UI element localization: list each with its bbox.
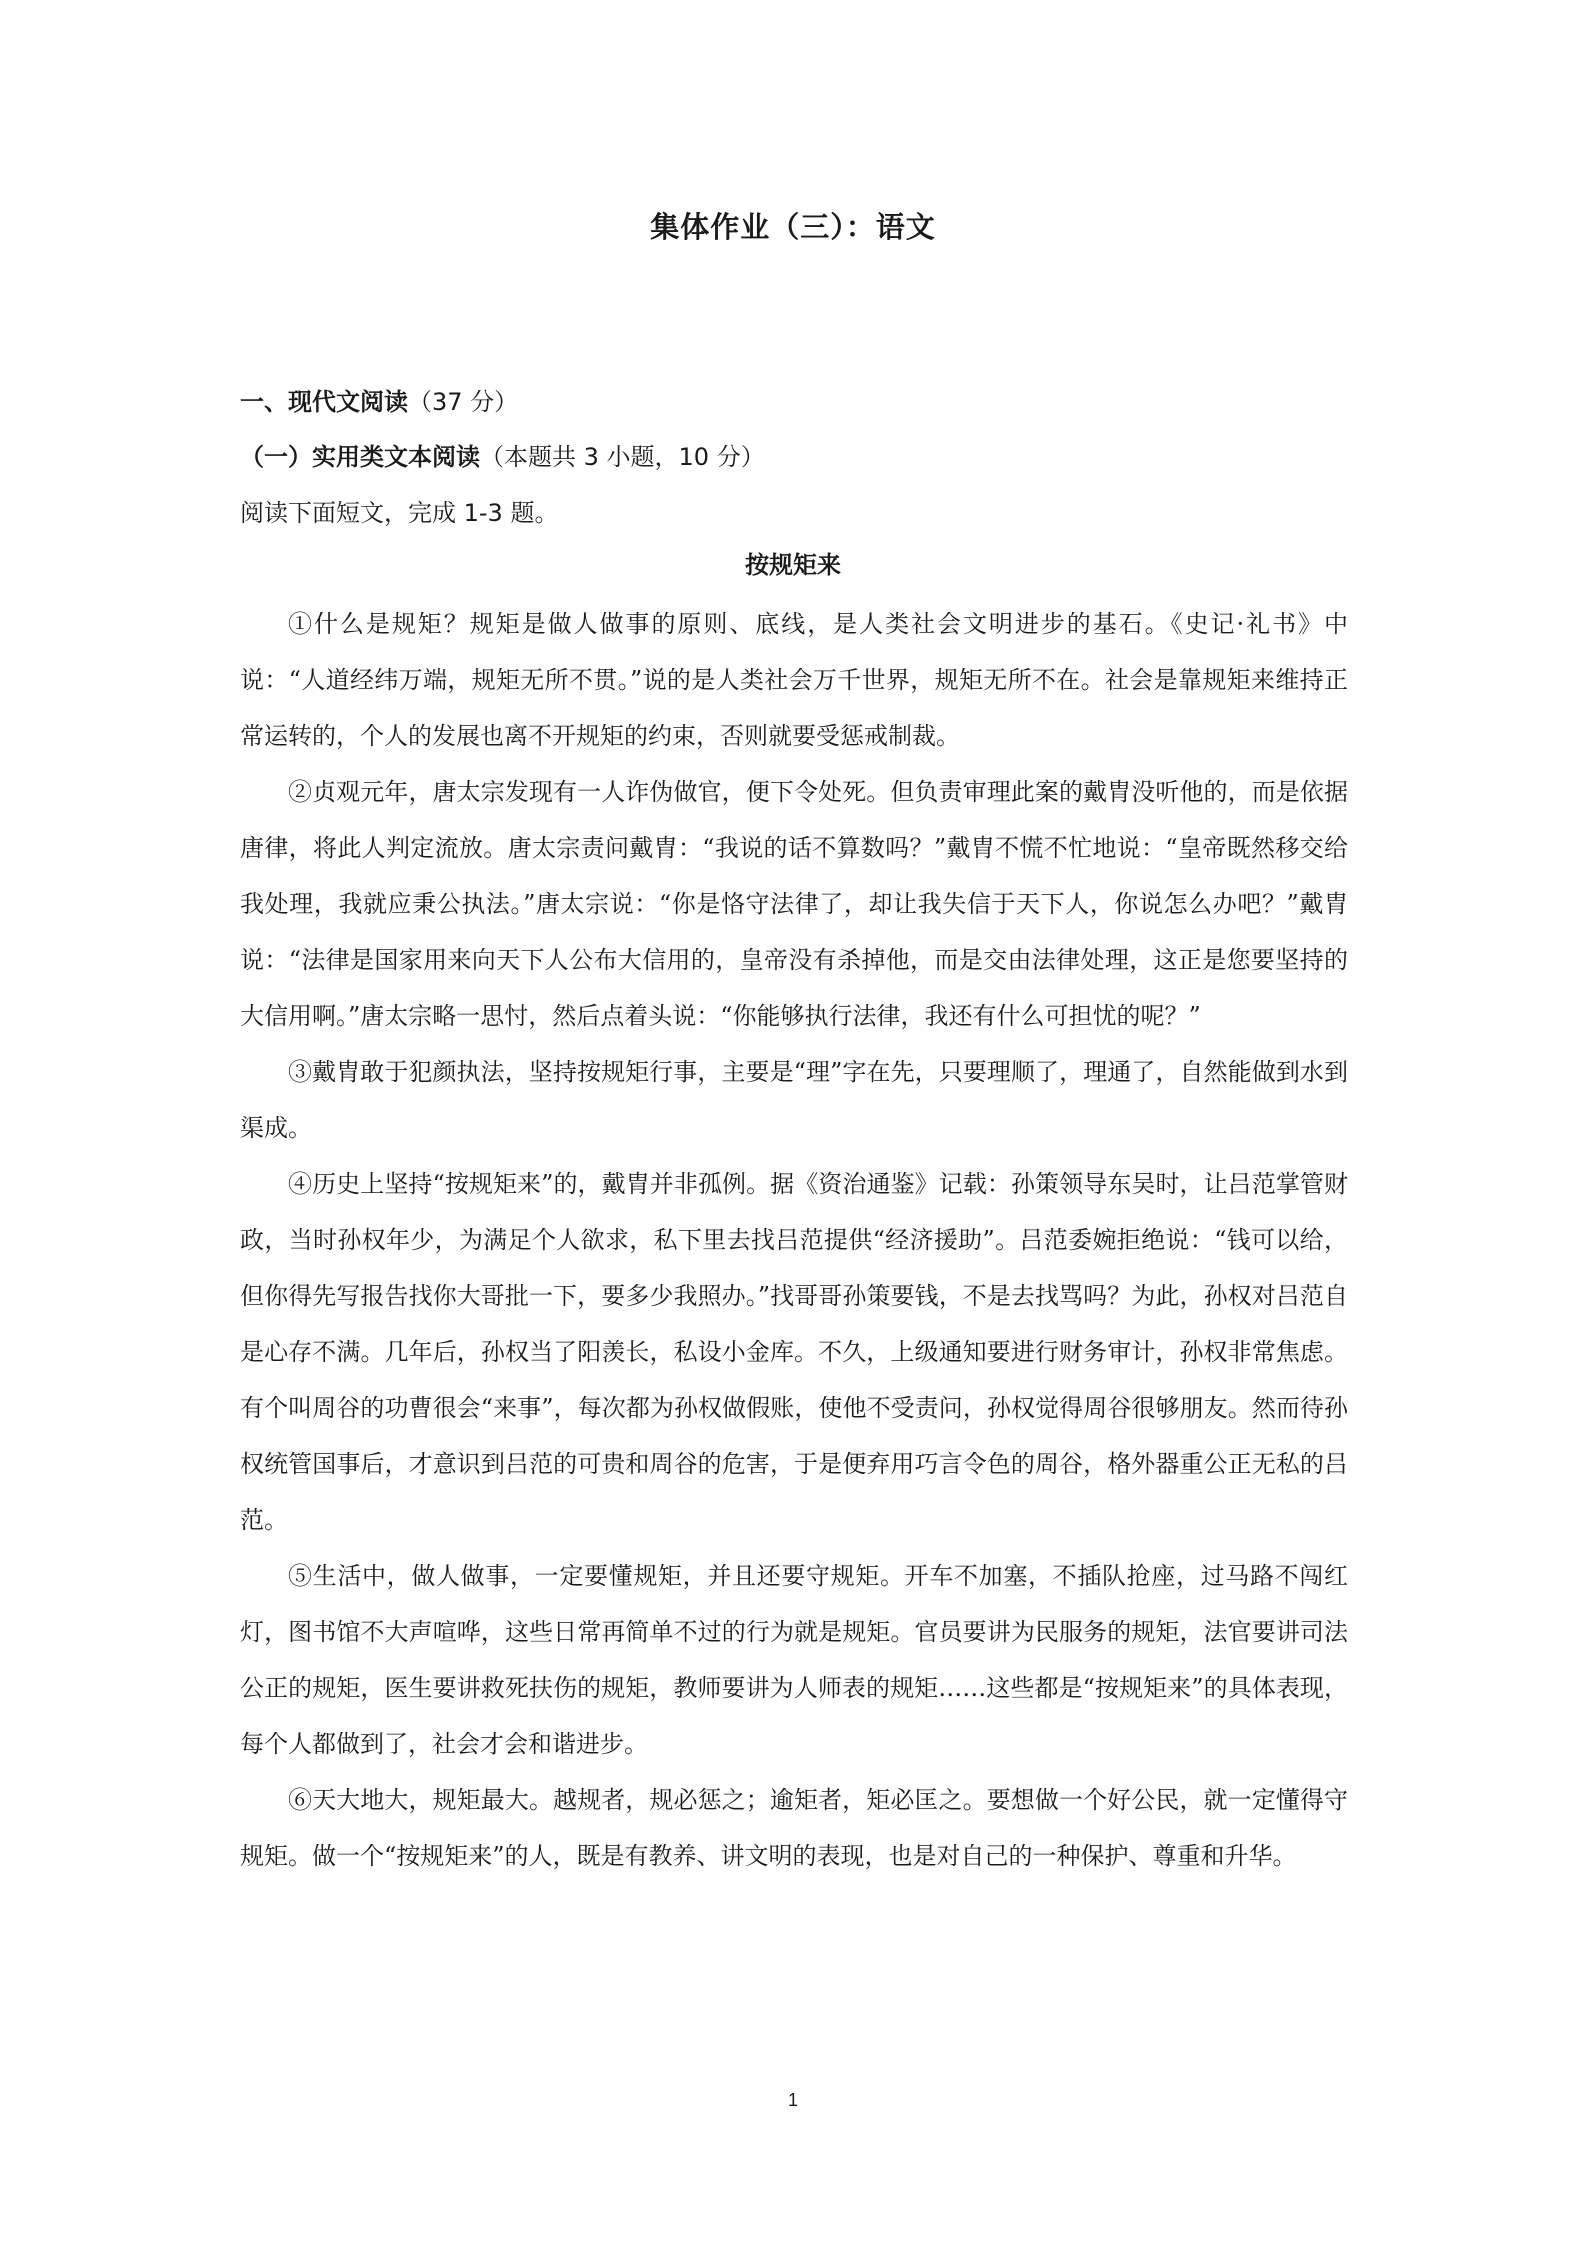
page-number: 1 (787, 2090, 798, 2110)
passage-paragraph-1: ①什么是规矩？规矩是做人做事的原则、底线，是人类社会文明进步的基石。《史记·礼书》中说：“人道经纬万端，规矩无所不贯。”说的是人类社会万千世界，规矩无所不在。社会是靠规矩来维持正常运转的，个人的发展也离不开规矩的约束，否则就要受惩戒制裁。 (240, 610, 1348, 750)
passage-paragraph-3: ③戴胄敢于犯颜执法，坚持按规矩行事，主要是“理”字在先，只要理顺了，理通了，自然能做到水到渠成。 (240, 1058, 1348, 1142)
passage-paragraph-6: ⑥天大地大，规矩最大。越规者，规必惩之；逾矩者，矩必匡之。要想做一个好公民，就一定懂得守规矩。做一个“按规矩来”的人，既是有教养、讲文明的表现，也是对自己的一种保护、尊重和升华。 (240, 1786, 1348, 1870)
subsection-heading (240, 437, 765, 472)
subsection-detail: （本题共 3 小题，10 分） (480, 443, 765, 471)
passage-paragraph-5: ⑤生活中，做人做事，一定要懂规矩，并且还要守规矩。开车不加塞，不插队抢座，过马路不闯红灯，图书馆不大声喧哗，这些日常再简单不过的行为就是规矩。官员要讲为民服务的规矩，法官要讲司法公正的规矩，医生要讲救死扶伤的规矩，教师要讲为人师表的规矩……这些都是“按规矩来”的具体表现，每个人都做到了，社会才会和谐进步。 (240, 1562, 1348, 1758)
section-heading (240, 382, 518, 417)
section-score: （37 分） (408, 388, 519, 416)
passage-title: 按规矩来 (745, 551, 841, 579)
section-heading-label: 一、现代文阅读 (240, 388, 408, 416)
passage-paragraph-4: ④历史上坚持“按规矩来”的，戴胄并非孤例。据《资治通鉴》记载：孙策领导东吴时，让吕范掌管财政，当时孙权年少，为满足个人欲求，私下里去找吕范提供“经济援助”。吕范委婉拒绝说：“钱可以给，但你得先写报告找你大哥批一下，要多少我照办。”找哥哥孙策要钱，不是去找骂吗？为此，孙权对吕范自是心存不满。几年后，孙权当了阳羡长，私设小金库。不久，上级通知要进行财务审计，孙权非常焦虑。有个叫周谷的功曹很会“来事”，每次都为孙权做假账，使他不受责问，孙权觉得周谷很够朋友。然而待孙权统管国事后，才意识到吕范的可贵和周谷的危害，于是便弃用巧言令色的周谷，格外器重公正无私的吕范。 (240, 1170, 1348, 1534)
passage-paragraph-2: ②贞观元年，唐太宗发现有一人诈伪做官，便下令处死。但负责审理此案的戴胄没听他的，而是依据唐律，将此人判定流放。唐太宗责问戴胄：“我说的话不算数吗？”戴胄不慌不忙地说：“皇帝既然移交给我处理，我就应秉公执法。”唐太宗说：“你是恪守法律了，却让我失信于天下人，你说怎么办吧？”戴胄说：“法律是国家用来向天下人公布大信用的，皇帝没有杀掉他，而是交由法律处理，这正是您要坚持的大信用啊。”唐太宗略一思忖，然后点着头说：“你能够执行法律，我还有什么可担忧的呢？” (240, 778, 1348, 1030)
passage-body (240, 596, 1348, 1884)
subsection-heading-label: （一）实用类文本阅读 (240, 443, 480, 471)
reading-instruction: 阅读下面短文，完成 1-3 题。 (240, 499, 559, 527)
document-title: 集体作业（三）：语文 (650, 210, 936, 244)
